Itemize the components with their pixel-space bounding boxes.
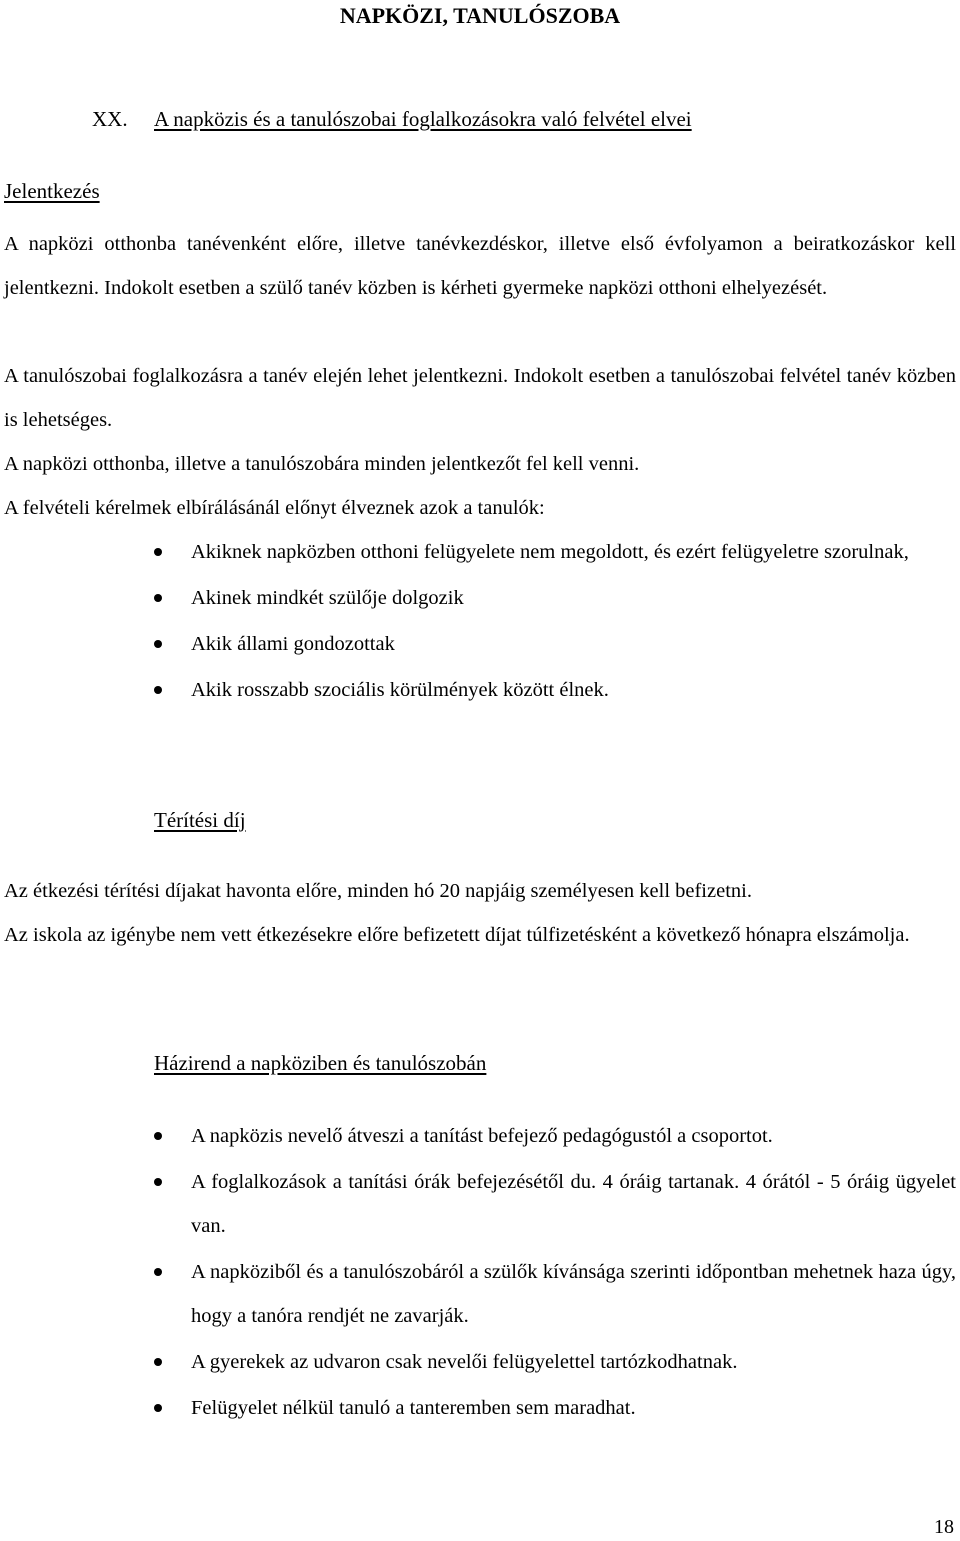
paragraph: A napközi otthonba, illetve a tanulószobára minden jelentkezőt fel kell venni. (4, 453, 640, 475)
bullet-dot-icon (154, 1404, 162, 1412)
bullet-dot-icon (154, 1132, 162, 1140)
bullet-dot-icon (154, 686, 162, 694)
list-item (0, 668, 956, 712)
list-item (0, 1340, 956, 1384)
section-title: Házirend a napköziben és tanulószobán (154, 1051, 487, 1075)
bullet-dot-icon (154, 594, 162, 602)
paragraph: A tanulószobai foglalkozásra a tanév elején lehet jelentkezni. Indokolt esetben a tanulószobai felvétel tanév közben is lehetséges. (4, 365, 956, 431)
list-item-text: A napköziből és a tanulószobáról a szülők kívánsága szerinti időpontban mehetnek haza úgy, hogy a tanóra rendjét ne zavarják. (191, 1261, 956, 1327)
list-item-text: Felügyelet nélkül tanuló a tanteremben sem maradhat. (191, 1397, 636, 1419)
paragraph: A felvételi kérelmek elbírálásánál előnyt élveznek azok a tanulók: (4, 497, 545, 519)
paragraph: Az iskola az igénybe nem vett étkezésekre előre befizetett díjat túlfizetésként a következő hónapra elszámolja. (4, 924, 910, 946)
section-title: Térítési díj (154, 808, 246, 832)
list-item (0, 1114, 956, 1158)
list-item-text: Akik állami gondozottak (191, 633, 395, 655)
list-item (0, 530, 956, 574)
list-item-text: A foglalkozások a tanítási órák befejezésétől du. 4 óráig tartanak. 4 órától - 5 óráig ügyelet van. (191, 1171, 956, 1237)
list-item (0, 576, 956, 620)
bullet-dot-icon (154, 1268, 162, 1276)
bullet-dot-icon (154, 548, 162, 556)
list-item (0, 1386, 956, 1430)
list-item-text: Akik rosszabb szociális körülmények között élnek. (191, 679, 609, 701)
paragraph: Az étkezési térítési díjakat havonta előre, minden hó 20 napjáig személyesen kell befizetni. (4, 880, 752, 902)
paragraph: A napközi otthonba tanévenként előre, illetve tanévkezdéskor, illetve első évfolyamon a beiratkozáskor kell jelentkezni. Indokolt esetben a szülő tanév közben is kérheti gyermeke napközi otthoni elhelyezését. (4, 233, 956, 299)
list-item (0, 622, 956, 666)
page-number: 18 (934, 1516, 954, 1538)
subheading-jelentkezes: Jelentkezés (4, 179, 100, 203)
list-item-text: A gyerekek az udvaron csak nevelői felügyelettel tartózkodhatnak. (191, 1351, 738, 1373)
list-item (0, 1160, 956, 1248)
list-item-text: A napközis nevelő átveszi a tanítást befejező pedagógustól a csoportot. (191, 1125, 773, 1147)
bullet-dot-icon (154, 640, 162, 648)
priority-list (0, 530, 956, 714)
page-title: NAPKÖZI, TANULÓSZOBA (339, 3, 621, 28)
house-rules-list (0, 1114, 956, 1432)
section-number: XX. (92, 107, 128, 131)
list-item-text: Akiknek napközben otthoni felügyelete nem megoldott, és ezért felügyeletre szorulnak, (191, 541, 909, 563)
list-item-text: Akinek mindkét szülője dolgozik (191, 587, 464, 609)
bullet-dot-icon (154, 1358, 162, 1366)
list-item (0, 1250, 956, 1338)
bullet-dot-icon (154, 1178, 162, 1186)
section-title: A napközis és a tanulószobai foglalkozásokra való felvétel elvei (154, 107, 692, 131)
